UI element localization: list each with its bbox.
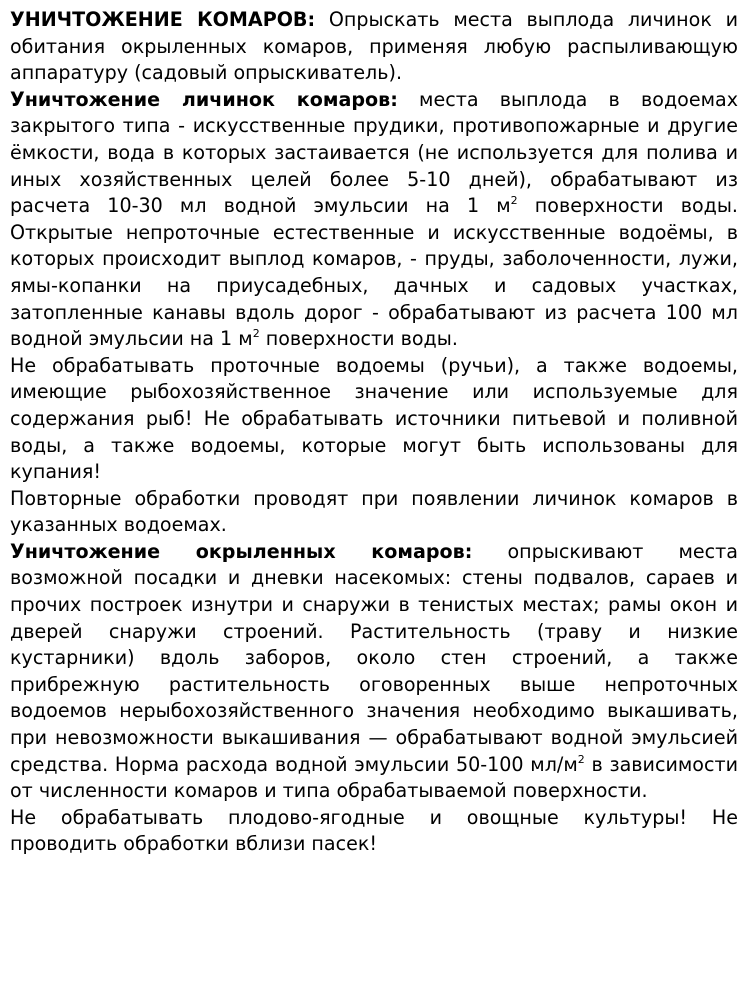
superscript-square: 2: [252, 327, 260, 341]
paragraph-text: Опрыскать места выплода личинок и обитания окрыленных комаров, применяя любую распыливающую аппаратуру (садовый опрыскиватель).: [10, 8, 738, 85]
paragraph-mosquito-control: [10, 7, 738, 87]
instruction-document: [10, 7, 738, 858]
paragraph-adult-control: [10, 539, 738, 805]
paragraph-text: в зависимости от численности комаров и типа обрабатываемой поверхности.: [10, 752, 738, 803]
superscript-square: 2: [577, 752, 585, 766]
paragraph-repeat-treatment: [10, 486, 738, 539]
paragraph-text: места выплода в водоемах закрытого типа - искусственные прудики, противопожарные и другие ёмкости, вода в которых застаивается (не используется для полива и иных хозяйственных целей более 5-10 дней), обрабатывают из расчета 10-30 мл водной эмульсии на 1 м: [10, 87, 738, 218]
paragraph-text: опрыскивают места возможной посадки и дневки насекомых: стены подвалов, сараев и прочих построек изнутри и снаружи в тенистых местах; рамы окон и дверей снаружи строений. Растительность (траву и низкие кустарники) вдоль заборов, около стен строений, а также прибрежную растительность оговоренных выше непроточных водоемов нерыбохозяйственного значения необходимо выкашивать, при невозможности выкашивания — обрабатывают водной эмульсией средства. Норма расхода водной эмульсии 50-100 мл/м: [10, 539, 738, 776]
paragraph-warning-crops: [10, 805, 738, 858]
heading-larvae-control: Уничтожение личинок комаров:: [10, 87, 398, 111]
heading-mosquito-control: УНИЧТОЖЕНИЕ КОМАРОВ:: [10, 8, 316, 31]
superscript-square: 2: [510, 194, 518, 208]
paragraph-larvae-control: [10, 87, 738, 353]
paragraph-text: Не обрабатывать проточные водоемы (ручьи), а также водоемы, имеющие рыбохозяйственное значение или используемые для содержания рыб! Не обрабатывать источники питьевой и поливной воды, а также водоемы, которые могут быть использованы для купания!: [10, 353, 738, 484]
paragraph-text: Не обрабатывать плодово-ягодные и овощные культуры! Не проводить обработки вблизи пасек!: [10, 805, 738, 856]
paragraph-warning-water: [10, 353, 738, 486]
paragraph-text: Повторные обработки проводят при появлении личинок комаров в указанных водоемах.: [10, 486, 738, 537]
paragraph-text: поверхности воды.: [259, 327, 458, 351]
heading-adult-control: Уничтожение окрыленных комаров:: [10, 539, 473, 563]
paragraph-text: поверхности воды. Открытые непроточные естественные и искусственные водоёмы, в которых происходит выплод комаров, - пруды, заболоченности, лужи, ямы-копанки на приусадебных, дачных и садовых участках, затопленные канавы вдоль дорог - обрабатывают из расчета 100 мл водной эмульсии на 1 м: [10, 194, 738, 351]
